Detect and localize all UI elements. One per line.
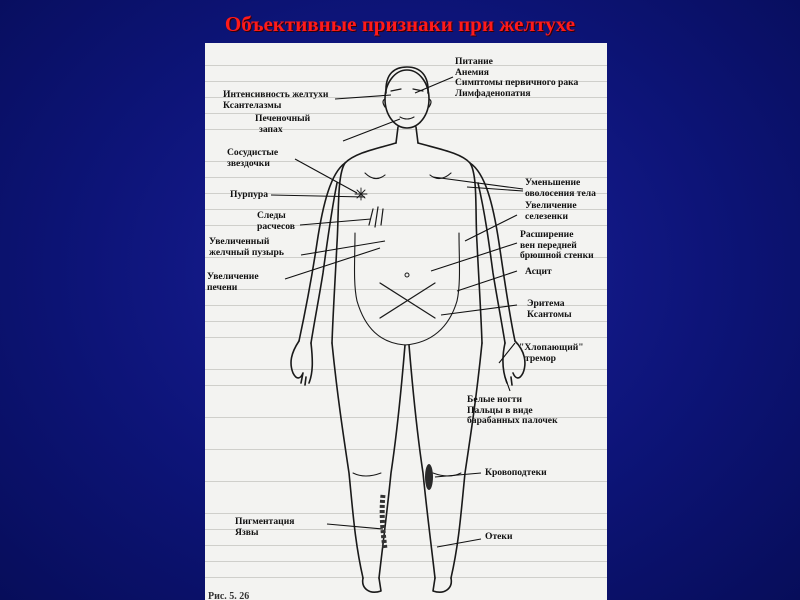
left-hand: [291, 341, 312, 385]
pigmentation-mark: [382, 495, 385, 549]
label-reduced-body-hair: Уменьшение оволосения тела: [525, 177, 596, 199]
label-spider-veins: Сосудистые звездочки: [227, 147, 279, 169]
label-liver-odor: Печеночный запах: [255, 113, 311, 135]
label-pigmentation: Пигментация Язвы: [235, 516, 295, 538]
label-abdominal-veins: Расширение вен передней брюшной стенки: [520, 229, 594, 261]
label-erythema: Эритема Ксантомы: [527, 298, 572, 320]
left-leg: [332, 343, 363, 578]
label-jaundice-intensity: Интенсивность желтухи Ксантелазмы: [223, 89, 329, 111]
bruise-mark: [425, 464, 433, 490]
torso-left: [332, 143, 396, 343]
figure-paper: [205, 43, 607, 600]
label-edema: Отеки: [485, 531, 513, 542]
label-nutrition: Питание Анемия Симптомы первичного рака Лимфаденопатия: [455, 56, 579, 99]
slide-title: Объективные признаки при желтухе: [224, 12, 576, 36]
right-leg: [451, 343, 482, 578]
label-hemorrhages: Кровоподтеки: [485, 467, 547, 478]
label-enlarged-spleen: Увеличение селезенки: [525, 200, 577, 222]
figure-caption: Рис. 5. 26: [208, 591, 250, 600]
label-purpura: Пурпура: [230, 189, 269, 200]
label-scratch-marks: Следы расчесов: [257, 210, 295, 232]
label-enlarged-gallbladder: Увеличенный желчный пузырь: [209, 236, 284, 258]
label-enlarged-liver: Увеличение печени: [207, 271, 259, 293]
label-ascites: Асцит: [525, 266, 552, 277]
label-white-nails: Белые ногти Пальцы в виде барабанных палочек: [467, 394, 558, 426]
label-flapping-tremor: "Хлопающий" тремор: [519, 342, 584, 364]
hair: [386, 67, 428, 93]
spider-vein-mark: [355, 188, 367, 200]
